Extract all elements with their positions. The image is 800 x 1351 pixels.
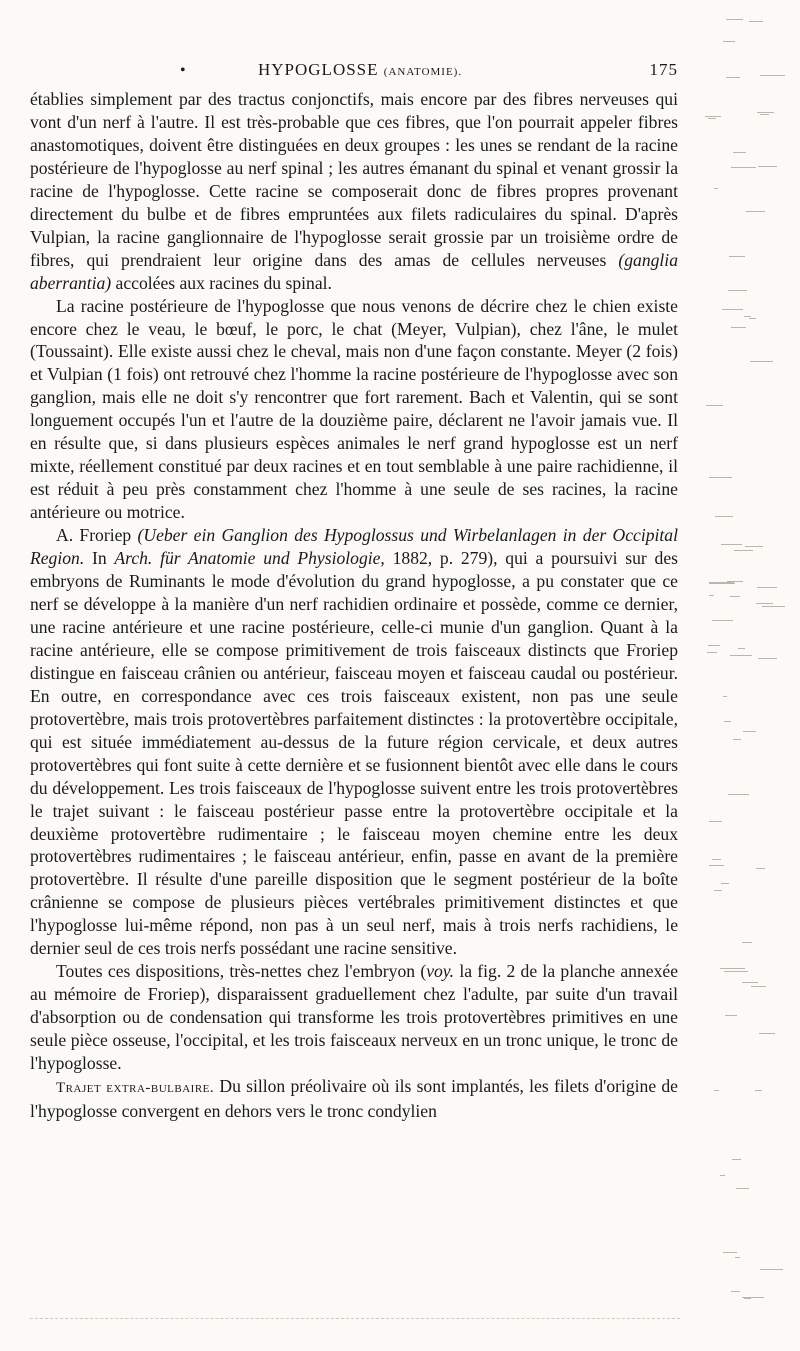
margin-scan-mark (749, 21, 763, 22)
paragraph-4-text-a: Toutes ces dispositions, très-nettes chez l'embryon ( (56, 961, 427, 982)
margin-scan-mark (726, 19, 743, 20)
margin-scan-mark (735, 1257, 740, 1258)
page-number: 175 (649, 60, 678, 79)
margin-scan-mark (707, 652, 717, 653)
paragraph-1-text: établies simplement par des tractus conjonctifs, mais encore par des fibres nerveuses qui vont d'un nerf à l'autre. Il est très-probable que ces fibres, que l'on pourrait appeler fibres anastomotiques, doivent être distinguées en deux groupes : les unes se rendant de la racine postérieure de l'hypoglosse au nerf spinal ; les autres émanant du spinal et venant grossir la racine de l'hypoglosse. Cette racine se composerait donc de fibres propres provenant directement du bulbe et de fibres empruntées aux filets radiculaires du spinal. D'après Vulpian, la racine ganglionnaire de l'hypoglosse serait grossie par un troisième ordre de fibres, qui prendraient leur origine dans des amas de cellules nerveuses (30, 89, 678, 270)
header-title-paren: (ANATOMIE). (383, 66, 463, 78)
margin-noise (704, 10, 794, 1340)
margin-scan-mark (709, 583, 735, 584)
margin-scan-mark (721, 544, 742, 545)
margin-scan-mark (720, 1175, 725, 1176)
margin-scan-mark (738, 648, 745, 649)
footer-scan-rule (30, 1318, 680, 1320)
paragraph-5-text: Du sillon préolivaire où ils sont implantés, les filets d'origine de l'hypoglosse convergent en dehors vers le tronc condylien (30, 1075, 678, 1121)
margin-scan-mark (729, 256, 745, 257)
margin-scan-mark (746, 211, 765, 212)
header-title-main: HYPOGLOSSE (258, 60, 379, 79)
paragraph-3-journal: Arch. für Anatomie und Physiologie, (114, 548, 385, 569)
paragraph-4-text-b: la fig. 2 de la planche annexée au mémoire de Froriep), disparaissent graduellement chez l'adulte, par suite d'un travail d'absorption ou de condensation qui transforme les trois protovertèbres primitives en une seule pièce osseuse, l'occipital, et les trois faisceaux nerveux en un tronc unique, le tronc de l'hypoglosse. (30, 961, 678, 1074)
margin-scan-mark (757, 587, 777, 588)
paragraph-3-text: 1882, p. 279), qui a poursuivi sur des embryons de Ruminants le mode d'évolution du grand hypoglosse, a pu constater que ce nerf se développe à la manière d'un nerf rachidien ordinaire et possède, comme ce dernier, une racine antérieure et une racine postérieure, celle-ci munie d'un ganglion. Quant à la racine antérieure, elle se compose primitivement de trois faisceaux distincts que Froriep distingue en faisceau crânien ou antérieur, faisceau moyen et faisceau caudal ou postérieur. En outre, en correspondance avec ces trois faisceaux existent, non pas une seule protovertèbre, mais trois protovertèbres parfaitement distinctes : la protovertèbre occipitale, qui est située immédiatement au-dessus de la future région cervicale, et deux autres protovertèbres qui font suite à cette dernière et se fusionnent bientôt avec elle dans le cours du développement. Les trois faisceaux de l'hypoglosse suivent entre les trois protovertèbres le trajet suivant : le faisceau postérieur passe entre la protovertèbre occipitale et la deuxième protovertèbre rudimentaire ; le faisceau moyen chemine entre les deux protovertèbres rudimentaires ; le faisceau antérieur, enfin, passe en avant de la première protovertèbre. Il résulte d'une pareille disposition que le segment postérieur de la boîte crânienne se compose de plusieurs pièces vertébrales primitivement distinctes et que l'hypoglosse lui-même répond, non pas à un seul nerf, mais à trois nerfs rachidiens, le dernier seul de ces trois nerfs possédant une racine sensitive. (30, 548, 678, 959)
margin-scan-mark (732, 1159, 741, 1160)
paragraph-3-author: A. Froriep (56, 525, 138, 546)
margin-scan-mark (742, 982, 758, 983)
margin-scan-mark (759, 1033, 775, 1034)
paragraph-2 (30, 295, 678, 525)
margin-scan-mark (760, 1269, 783, 1270)
margin-scan-mark (714, 890, 722, 891)
margin-scan-mark (755, 1090, 762, 1091)
margin-scan-mark (708, 645, 720, 646)
margin-scan-mark (706, 405, 723, 406)
paragraph-3 (30, 524, 678, 960)
margin-scan-mark (709, 582, 734, 583)
margin-scan-mark (756, 603, 773, 604)
margin-scan-mark (733, 152, 746, 153)
margin-scan-mark (705, 116, 721, 117)
margin-scan-mark (724, 721, 731, 722)
margin-scan-mark (744, 316, 751, 317)
margin-scan-mark (723, 1252, 737, 1253)
margin-scan-mark (756, 868, 765, 869)
margin-scan-mark (708, 118, 716, 119)
paragraph-1-italic: (ganglia aberrantia) (30, 249, 678, 293)
margin-scan-mark (709, 595, 714, 596)
paragraph-4-voy: voy. (426, 961, 455, 982)
margin-scan-mark (720, 968, 745, 969)
paragraph-5 (30, 1075, 678, 1123)
margin-scan-mark (715, 516, 733, 517)
margin-scan-mark (723, 696, 727, 697)
section-heading-trajet: Trajet extra-bulbaire. (56, 1079, 215, 1096)
running-header (30, 60, 678, 88)
margin-scan-mark (731, 167, 756, 168)
margin-scan-mark (731, 327, 746, 328)
margin-scan-mark (751, 986, 766, 987)
paragraph-3-in: In (84, 548, 115, 569)
margin-scan-mark (730, 596, 740, 597)
margin-scan-mark (728, 290, 747, 291)
paragraph-4 (30, 960, 678, 1075)
margin-scan-mark (709, 821, 722, 822)
paragraph-3-work-title: (Ueber ein Ganglion des Hypoglossus und Wirbelanlagen in der Occipital Region. (30, 525, 678, 569)
margin-scan-mark (721, 883, 729, 884)
margin-scan-mark (712, 620, 733, 621)
margin-scan-mark (730, 655, 752, 656)
margin-scan-mark (709, 865, 724, 866)
margin-scan-mark (712, 859, 721, 860)
margin-scan-mark (758, 166, 777, 167)
margin-scan-mark (760, 75, 785, 76)
margin-scan-mark (736, 1188, 749, 1189)
margin-scan-mark (743, 731, 756, 732)
body-text (30, 88, 678, 1123)
margin-scan-mark (714, 188, 718, 189)
margin-scan-mark (726, 77, 740, 78)
margin-scan-mark (734, 550, 753, 551)
margin-scan-mark (731, 1291, 740, 1292)
margin-scan-mark (709, 477, 732, 478)
margin-scan-mark (725, 1015, 737, 1016)
margin-scan-mark (722, 309, 743, 310)
margin-scan-mark (757, 112, 774, 113)
margin-scan-mark (724, 971, 748, 972)
header-title (258, 60, 462, 80)
paragraph-1-after: accolées aux racines du spinal. (111, 272, 332, 293)
margin-scan-mark (762, 606, 785, 607)
margin-scan-mark (758, 658, 777, 659)
margin-scan-mark (760, 114, 769, 115)
margin-scan-mark (723, 41, 735, 42)
margin-scan-mark (744, 1298, 751, 1299)
header-bullet: • (180, 62, 187, 79)
margin-scan-mark (714, 1090, 719, 1091)
margin-scan-mark (749, 318, 756, 319)
margin-scan-mark (745, 546, 763, 547)
margin-scan-mark (733, 739, 741, 740)
margin-scan-mark (728, 794, 749, 795)
margin-scan-mark (750, 361, 773, 362)
margin-scan-mark (742, 942, 752, 943)
paragraph-1 (30, 88, 678, 295)
document-page (30, 60, 678, 1123)
paragraph-2-text: La racine postérieure de l'hypoglosse que nous venons de décrire chez le chien existe encore chez le veau, le bœuf, le porc, le chat (Meyer, Vulpian), chez l'âne, le mulet (Toussaint). Elle existe aussi chez le cheval, mais non d'une façon constante. Meyer (2 fois) et Vulpian (1 fois) ont retrouvé chez l'homme la racine postérieure de l'hypoglosse avec son ganglion, mais elle ne doit s'y rencontrer que fort rarement. Bach et Valentin, qui se sont longuement occupés l'un et l'autre de la douzième paire, déclarent ne l'avoir jamais vue. Il en résulte que, si dans plusieurs espèces animales le nerf grand hypoglosse est un nerf mixte, réellement constitué par deux racines et en tout semblable à une paire rachidienne, il est réduit à peu près constamment chez l'homme à une seule de ses racines, la racine antérieure ou motrice. (30, 295, 678, 523)
